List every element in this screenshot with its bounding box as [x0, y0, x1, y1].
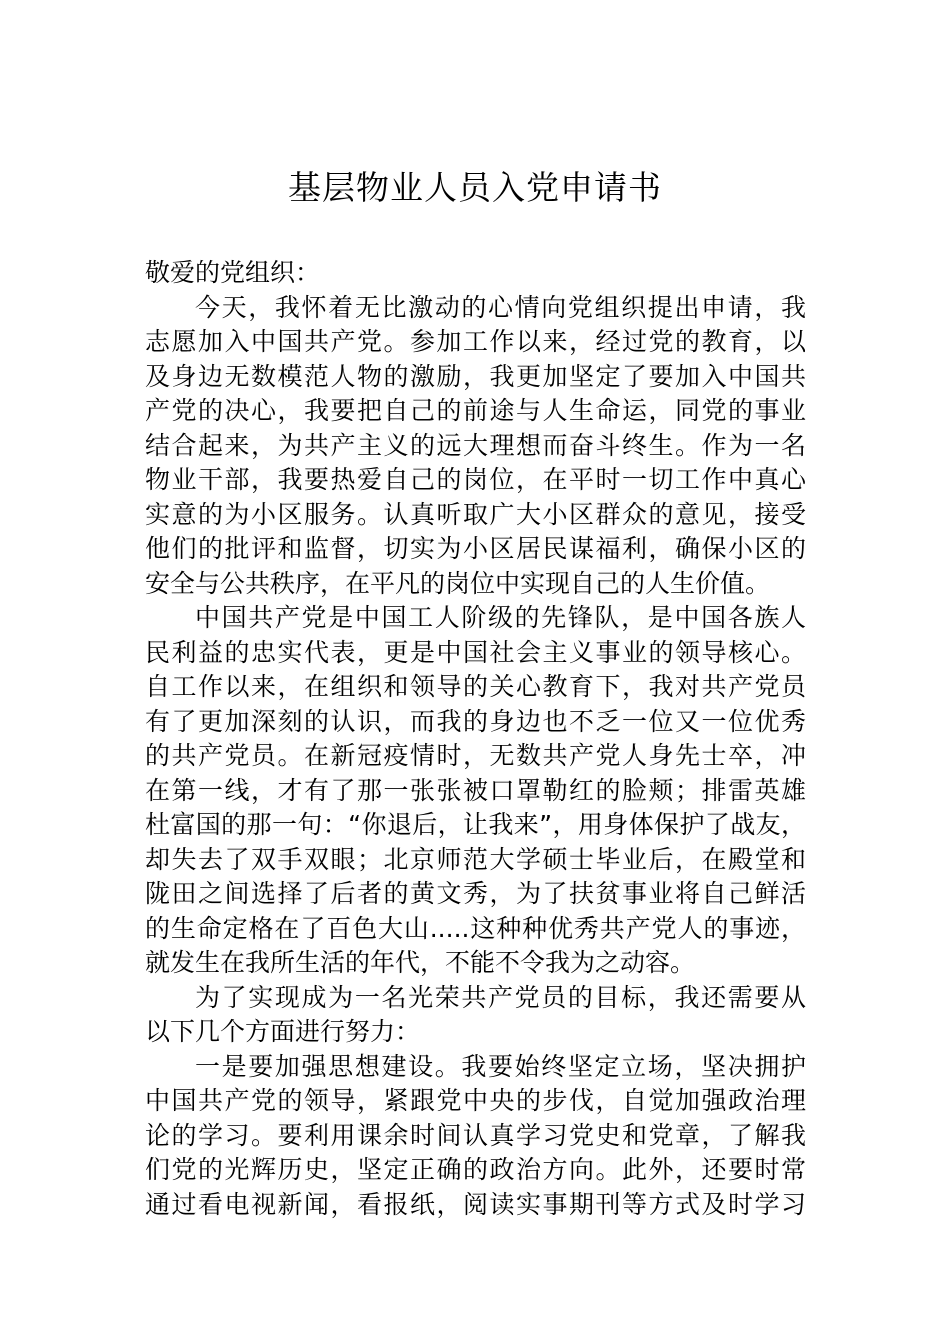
- body-line: 陇田之间选择了后者的黄文秀，为了扶贫事业将自己鲜活: [145, 879, 806, 908]
- body-line: 及身边无数模范人物的激励，我更加坚定了要加入中国共: [145, 361, 806, 391]
- body-line: 中国共产党是中国工人阶级的先锋队，是中国各族人: [195, 603, 806, 632]
- body-line: 的生命定格在了百色大山.....这种种优秀共产党人的事迹，: [145, 913, 806, 943]
- body-line: 以下几个方面进行努力：: [145, 1017, 421, 1046]
- body-line: 杜富国的那一句：“你退后，让我来”，用身体保护了战友，: [145, 810, 806, 839]
- body-line: 为了实现成为一名光荣共产党员的目标，我还需要从: [195, 982, 806, 1012]
- body-line: 结合起来，为共产主义的远大理想而奋斗终生。作为一名: [145, 430, 806, 460]
- body-line: 论的学习。要利用课余时间认真学习党史和党章，了解我: [145, 1120, 806, 1150]
- document-title: 基层物业人员入党申请书: [288, 168, 662, 207]
- body-line: 民利益的忠实代表，更是中国社会主义事业的领导核心。: [145, 637, 806, 667]
- salutation: 敬爱的党组织：: [145, 258, 321, 287]
- body-line: 通过看电视新闻，看报纸，阅读实事期刊等方式及时学习: [145, 1189, 806, 1219]
- body-line: 有了更加深刻的认识，而我的身边也不乏一位又一位优秀: [145, 706, 806, 736]
- body-line: 自工作以来，在组织和领导的关心教育下，我对共产党员: [145, 672, 806, 701]
- body-line: 物业干部，我要热爱自己的岗位，在平时一切工作中真心: [145, 465, 806, 494]
- body-line: 们党的光辉历史，坚定正确的政治方向。此外，还要时常: [145, 1155, 806, 1184]
- body-line: 他们的批评和监督，切实为小区居民谋福利，确保小区的: [145, 534, 806, 563]
- body-line: 志愿加入中国共产党。参加工作以来，经过党的教育，以: [145, 327, 806, 356]
- body-line: 的共产党员。在新冠疫情时，无数共产党人身先士卒，冲: [145, 741, 806, 770]
- body-line: 却失去了双手双眼；北京师范大学硕士毕业后，在殿堂和: [145, 844, 806, 874]
- body-line: 安全与公共秩序，在平凡的岗位中实现自己的人生价值。: [145, 568, 771, 598]
- body-line: 一是要加强思想建设。我要始终坚定立场，坚决拥护: [195, 1051, 806, 1081]
- body-line: 中国共产党的领导，紧跟党中央的步伐，自觉加强政治理: [145, 1086, 806, 1115]
- body-line: 实意的为小区服务。认真听取广大小区群众的意见，接受: [145, 499, 806, 529]
- body-line: 今天，我怀着无比激动的心情向党组织提出申请，我: [195, 292, 806, 322]
- body-line: 就发生在我所生活的年代，不能不令我为之动容。: [145, 948, 696, 977]
- body-line: 在第一线，才有了那一张张被口罩勒红的脸颊；排雷英雄: [145, 775, 806, 805]
- body-line: 产党的决心，我要把自己的前途与人生命运，同党的事业: [145, 396, 806, 425]
- document-body: [145, 256, 806, 1222]
